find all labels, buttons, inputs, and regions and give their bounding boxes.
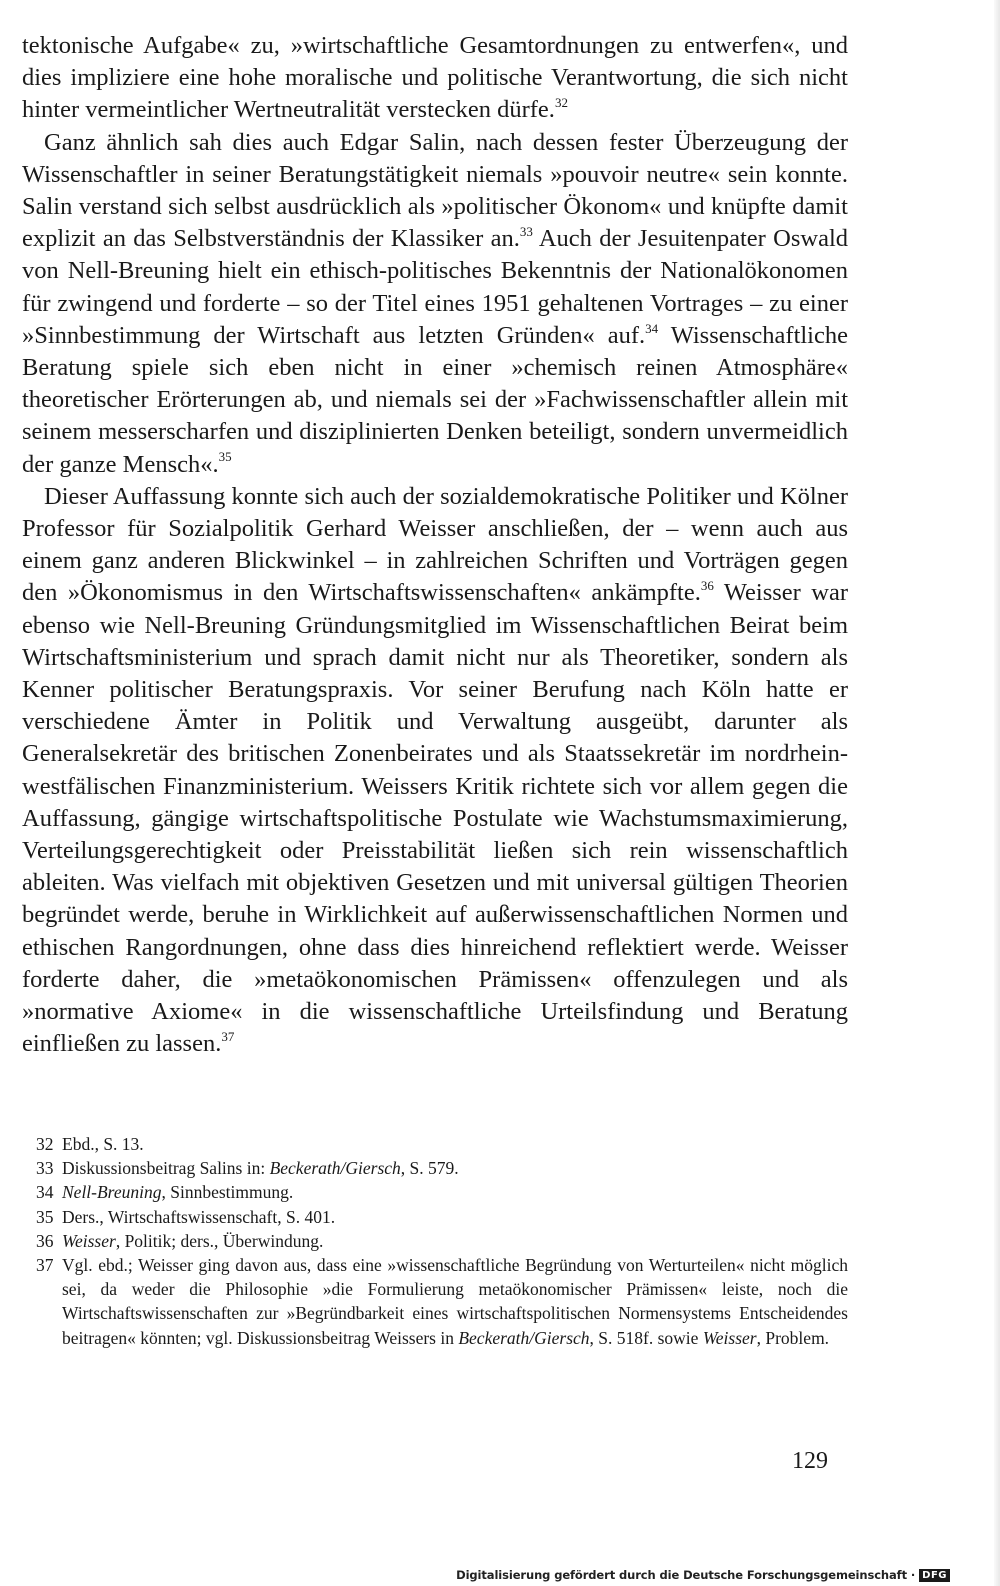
footnote-text: , S. 579. — [400, 1158, 459, 1179]
digitization-credit — [456, 1568, 950, 1582]
paragraph-text: Ganz ähnlich sah dies auch Edgar Salin, nach dessen fester Überzeugung der Wissenschaftler in seiner Beratungstätigkeit niemals »pouvoir neutre« sein konnte. Salin verstand sich selbst ausdrücklich als »politischer Ökonom« und knüpfte damit explizit an das Selbstverständnis der Klassiker an. — [22, 128, 848, 253]
page-edge — [994, 0, 1000, 1586]
footnote-number: 33 — [36, 1158, 54, 1179]
footnote-text: , S. 518f. sowie — [589, 1327, 703, 1348]
footnote-body — [62, 1132, 848, 1156]
footnote-body — [62, 1253, 848, 1350]
footnote-ref: 35 — [218, 449, 232, 465]
footnote — [22, 1132, 848, 1156]
paragraph-text: Wissenschaftliche Beratung spiele sich eben nicht in einer »chemisch reinen Atmosphäre« theoretischer Erörterungen ab, und niemals sei der »Fachwissenschaftler allein mit seinem messerscharfen und disziplinierten Denken beteiligt, sondern unvermeidlich der ganze Mensch«. — [22, 321, 848, 478]
footnote — [22, 1205, 848, 1229]
footnote-number: 35 — [36, 1206, 54, 1227]
footnotes — [22, 1132, 848, 1350]
footnote — [22, 1229, 848, 1253]
footnote-body — [62, 1205, 848, 1229]
credit-text: Digitalisierung gefördert durch die Deutsche Forschungsgemeinschaft · — [456, 1568, 916, 1582]
footnote-text: , Sinnbestimmung. — [161, 1182, 294, 1203]
paragraph — [22, 481, 848, 1061]
footnote-body — [62, 1156, 848, 1180]
footnote-italic: Weisser — [62, 1230, 116, 1251]
footnote-italic: Nell-Breuning — [62, 1182, 162, 1203]
paragraph-text: Dieser Auffassung konnte sich auch der sozialdemokratische Politiker und Kölner Professor für Sozialpolitik Gerhard Weisser anschließen, der – wenn auch aus einem ganz anderen Blickwinkel – in zahlreichen Schriften und Vorträgen gegen den »Ökonomismus in den Wirtschaftswissenschaften« ankämpfte. — [22, 482, 848, 607]
footnote-number: 32 — [36, 1134, 54, 1154]
dfg-logo: DFG — [919, 1569, 950, 1582]
footnote-number: 34 — [36, 1182, 54, 1203]
footnote-ref: 36 — [700, 578, 714, 594]
footnote-ref: 34 — [645, 320, 659, 336]
footnote-text: , Politik; ders., Überwindung. — [115, 1230, 324, 1251]
footnote — [22, 1180, 848, 1204]
paragraph-text: Weisser war ebenso wie Nell-Breuning Gründungsmitglied im Wissenschaftlichen Beirat beim Wirtschaftsministerium und sprach damit nicht nur als Theoretiker, sondern als Kenner politischer Beratungspraxis. Vor seiner Berufung nach Köln hatte er verschiedene Ämter in Politik und Verwaltung ausgeübt, darunter als Generalsekretär des britischen Zonenbeirates und als Staatssekretär im nordrhein-westfälischen Finanzministerium. Weissers Kritik richtete sich vor allem gegen die Auffassung, gängige wirtschaftspolitische Postulate wie Wachstumsmaximierung, Verteilungsgerechtigkeit oder Preisstabilität ließen sich rein wissenschaftlich ableiten. Was vielfach mit objektiven Gesetzen und mit universal gültigen Theorien begründet werde, beruhe in Wirklichkeit auf außerwissenschaftlichen Normen und ethischen Rangordnungen, ohne dass dies hinreichend reflektiert werde. Weisser forderte daher, die »metaökonomischen Prämissen« offenzulegen und als »normative Axiome« in die wissenschaftliche Urteilsfindung und Beratung einfließen zu lassen. — [22, 579, 848, 1058]
footnote-italic: Beckerath/Giersch — [269, 1158, 401, 1179]
footnote-number: 36 — [36, 1230, 54, 1251]
footnote-italic: Weisser — [702, 1327, 757, 1348]
footnote — [22, 1156, 848, 1180]
footnote-body — [62, 1229, 848, 1253]
paragraph — [22, 127, 848, 481]
footnote-body — [62, 1180, 848, 1204]
paragraph-text: tektonische Aufgabe« zu, »wirtschaftliche Gesamtordnungen zu entwerfen«, und dies impliziere eine hohe moralische und politische Verantwortung, die sich nicht hinter vermeintlicher Wertneutralität verstecken dürfe. — [22, 32, 848, 124]
footnote-text: Vgl. ebd.; Weisser ging davon aus, dass eine »wissenschaftliche Begründung von Werturteilen« nicht möglich sei, da weder die Philosophie »die Formulierung metaökonomischer Prämissen« leiste, noch die Wirtschaftswissenschaften zur »Begründbarkeit eines wirtschaftspolitischen Normensystems Entscheidendes beitragen« könnten; vgl. Diskussionsbeitrag Weissers in — [62, 1255, 848, 1348]
footnote-italic: Beckerath/Giersch — [458, 1327, 590, 1348]
paragraph — [22, 30, 848, 127]
footnote-text: Ders., Wirtschaftswissenschaft, S. 401. — [62, 1206, 336, 1227]
body-text — [22, 30, 848, 1061]
footnote-number: 37 — [36, 1255, 54, 1276]
footnote-text: Ebd., S. 13. — [62, 1134, 144, 1154]
footnote — [22, 1253, 848, 1350]
footnote-text: Diskussionsbeitrag Salins in: — [62, 1158, 270, 1179]
footnote-ref: 37 — [221, 1029, 235, 1045]
paragraph-text: Auch der Jesuitenpater Oswald von Nell-Breuning hielt ein ethisch-politisches Bekenntnis der Nationalökonomen für zwingend und forderte – so der Titel eines 1951 gehaltenen Vortrages – zu einer »Sinnbestimmung der Wirtschaft aus letzten Gründen« auf. — [22, 225, 848, 349]
footnote-text: , Problem. — [756, 1327, 830, 1348]
footnote-ref: 33 — [519, 224, 533, 240]
page-number: 129 — [792, 1448, 828, 1474]
footnote-ref: 32 — [554, 95, 568, 111]
